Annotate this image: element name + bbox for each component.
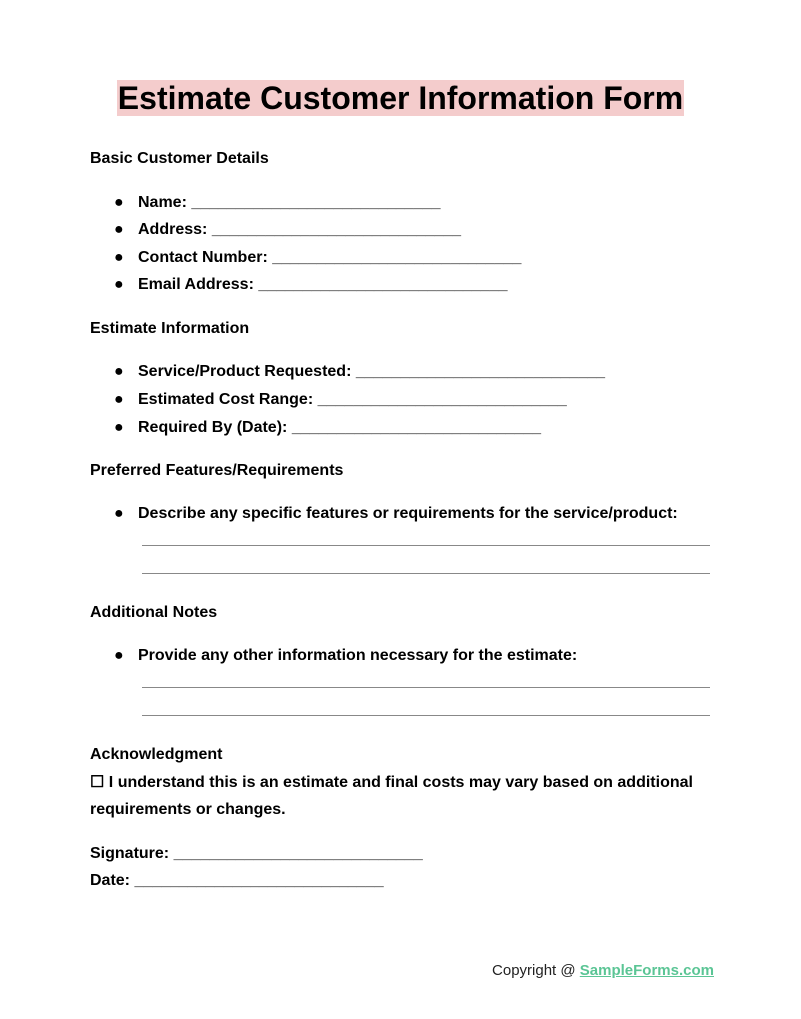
bullet: ●: [114, 505, 124, 522]
field-email[interactable]: [114, 276, 508, 294]
section-heading-ack: Acknowledgment: [90, 746, 223, 763]
field-label: Estimated Cost Range:: [138, 391, 314, 408]
blank-line[interactable]: ____________________________: [317, 391, 567, 408]
sampleforms-link[interactable]: SampleForms.com: [579, 962, 714, 979]
section-heading-basic: Basic Customer Details: [90, 150, 269, 167]
prompt-text: Provide any other information necessary for the estimate:: [138, 647, 578, 664]
field-label: Email Address:: [138, 276, 254, 293]
blank-line[interactable]: ____________________________: [258, 276, 508, 293]
blank-line[interactable]: ____________________________: [211, 221, 461, 238]
title-wrap: [0, 80, 801, 116]
ack-checkbox[interactable]: ☐: [90, 774, 105, 791]
field-label: Name:: [138, 194, 187, 211]
field-required-by[interactable]: [114, 419, 541, 437]
blank-line[interactable]: ____________________________: [173, 845, 423, 862]
notes-line-2[interactable]: [142, 715, 710, 716]
field-label: Contact Number:: [138, 249, 268, 266]
field-date[interactable]: [90, 872, 384, 890]
bullet: ●: [114, 194, 124, 211]
blank-line[interactable]: ____________________________: [191, 194, 441, 211]
ack-statement: [90, 769, 720, 823]
field-label: Required By (Date):: [138, 419, 288, 436]
copyright-text: Copyright @: [492, 962, 576, 979]
field-label: Service/Product Requested:: [138, 363, 352, 380]
bullet: ●: [114, 276, 124, 293]
field-label: Signature:: [90, 845, 170, 862]
bullet: ●: [114, 391, 124, 408]
blank-line[interactable]: ____________________________: [355, 363, 606, 380]
bullet: ●: [114, 249, 124, 266]
field-address[interactable]: [114, 221, 461, 239]
section-heading-features: Preferred Features/Requirements: [90, 462, 344, 479]
section-heading-estimate: Estimate Information: [90, 320, 250, 337]
features-prompt: [114, 505, 678, 523]
ack-text: I understand this is an estimate and final costs may vary based on additional requirements or changes.: [90, 774, 693, 818]
footer-copyright: [492, 962, 714, 979]
features-line-1[interactable]: [142, 545, 710, 546]
prompt-text: Describe any specific features or requirements for the service/product:: [138, 505, 678, 522]
bullet: ●: [114, 363, 124, 380]
features-line-2[interactable]: [142, 573, 710, 574]
page-title: Estimate Customer Information Form: [117, 80, 684, 116]
field-label: Address:: [138, 221, 208, 238]
notes-prompt: [114, 647, 577, 665]
bullet: ●: [114, 419, 124, 436]
notes-line-1[interactable]: [142, 687, 710, 688]
blank-line[interactable]: ____________________________: [134, 872, 384, 889]
field-label: Date:: [90, 872, 131, 889]
field-name[interactable]: [114, 194, 441, 212]
bullet: ●: [114, 647, 124, 664]
blank-line[interactable]: ____________________________: [291, 419, 541, 436]
field-service[interactable]: [114, 363, 605, 381]
field-signature[interactable]: [90, 845, 423, 863]
field-cost-range[interactable]: [114, 391, 567, 409]
bullet: ●: [114, 221, 124, 238]
blank-line[interactable]: ____________________________: [272, 249, 522, 266]
field-contact-number[interactable]: [114, 249, 521, 267]
section-heading-notes: Additional Notes: [90, 604, 218, 621]
